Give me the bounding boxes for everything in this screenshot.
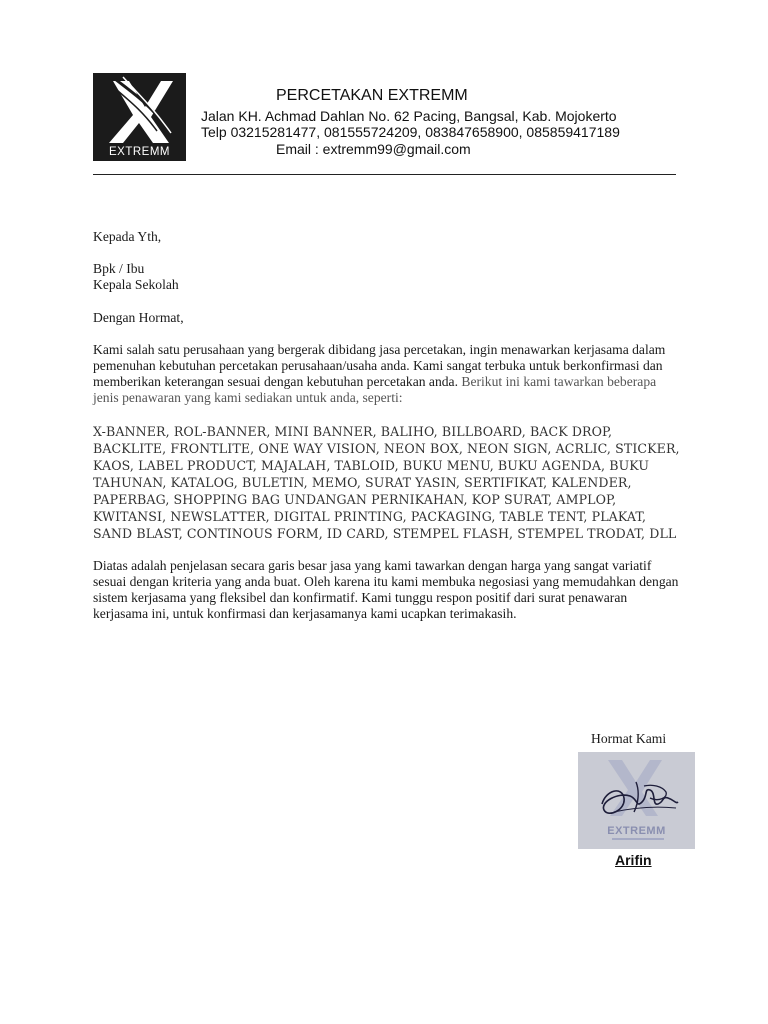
recipient-line-2: Kepala Sekolah bbox=[93, 277, 179, 293]
logo-wordmark: EXTREMM bbox=[109, 146, 170, 158]
company-logo bbox=[93, 73, 186, 161]
signer-name: Arifin bbox=[615, 852, 652, 868]
intro-offer-text: Berikut ini kami tawarkan beberapa jenis penawaran yang kami sediakan untuk anda, seperti: bbox=[93, 374, 657, 406]
company-email: Email : extremm99@gmail.com bbox=[276, 141, 471, 157]
stamp-wordmark: EXTREMM bbox=[607, 825, 666, 837]
letterhead-divider bbox=[93, 174, 676, 175]
letter-body bbox=[93, 229, 683, 622]
greeting: Dengan Hormat, bbox=[93, 309, 184, 325]
company-phone: Telp 03215281477, 081555724209, 083847658900, 085859417189 bbox=[201, 124, 620, 140]
company-address: Jalan KH. Achmad Dahlan No. 62 Pacing, Bangsal, Kab. Mojokerto bbox=[201, 108, 617, 124]
company-stamp-signature bbox=[578, 752, 695, 849]
closing-paragraph: Diatas adalah penjelasan secara garis besar jasa yang kami tawarkan dengan harga yang sangat variatif sesuai dengan kriteria yang anda buat. Oleh karena itu kami membuka negosiasi yang memudahkan dengan sistem kerjasama yang fleksibel dan konfirmatif. Kami tunggu respon positif dari surat penawaran kerjasama ini, untuk konfirmasi dan kerjasamanya kami ucapkan terimakasih. bbox=[93, 557, 679, 622]
sign-off: Hormat Kami bbox=[591, 731, 667, 746]
salutation: Kepada Yth, bbox=[93, 229, 162, 244]
services-list: X-BANNER, ROL-BANNER, MINI BANNER, BALIHO, BILLBOARD, BACK DROP, BACKLITE, FRONTLITE, ONE WAY VISION, NEON BOX, NEON SIGN, ACRLIC, STICKER, KAOS, LABEL PRODUCT, MAJALAH, TABLOID, BUKU MENU, BUKU AGENDA, BUKU TAHUNAN, KATALOG, BULETIN, MEMO, SURAT YASIN, SERTIFIKAT, KALENDER, PAPERBAG, SHOPPING BAG UNDANGAN PERNIKAHAN, KOP SURAT, AMPLOP, KWITANSI, NEWSLATTER, DIGITAL PRINTING, PACKAGING, TABLE TENT, PLAKAT, SAND BLAST, CONTINOUS FORM, ID CARD, STEMPEL FLASH, STEMPEL TRODAT, DLL bbox=[93, 423, 680, 541]
recipient-line-1: Bpk / Ibu bbox=[93, 261, 145, 277]
intro-paragraph bbox=[93, 342, 683, 407]
intro-main-text: Kami salah satu perusahaan yang bergerak dibidang jasa percetakan, ingin menawarkan kerjasama dalam pemenuhan kebutuhan percetakan perusahaan/usaha anda. Kami sangat terbuka untuk berkonfirmasi dan memberikan keterangan sesuai dengan kebutuhan percetakan anda. bbox=[93, 341, 666, 390]
company-name: PERCETAKAN EXTREMM bbox=[276, 87, 468, 104]
